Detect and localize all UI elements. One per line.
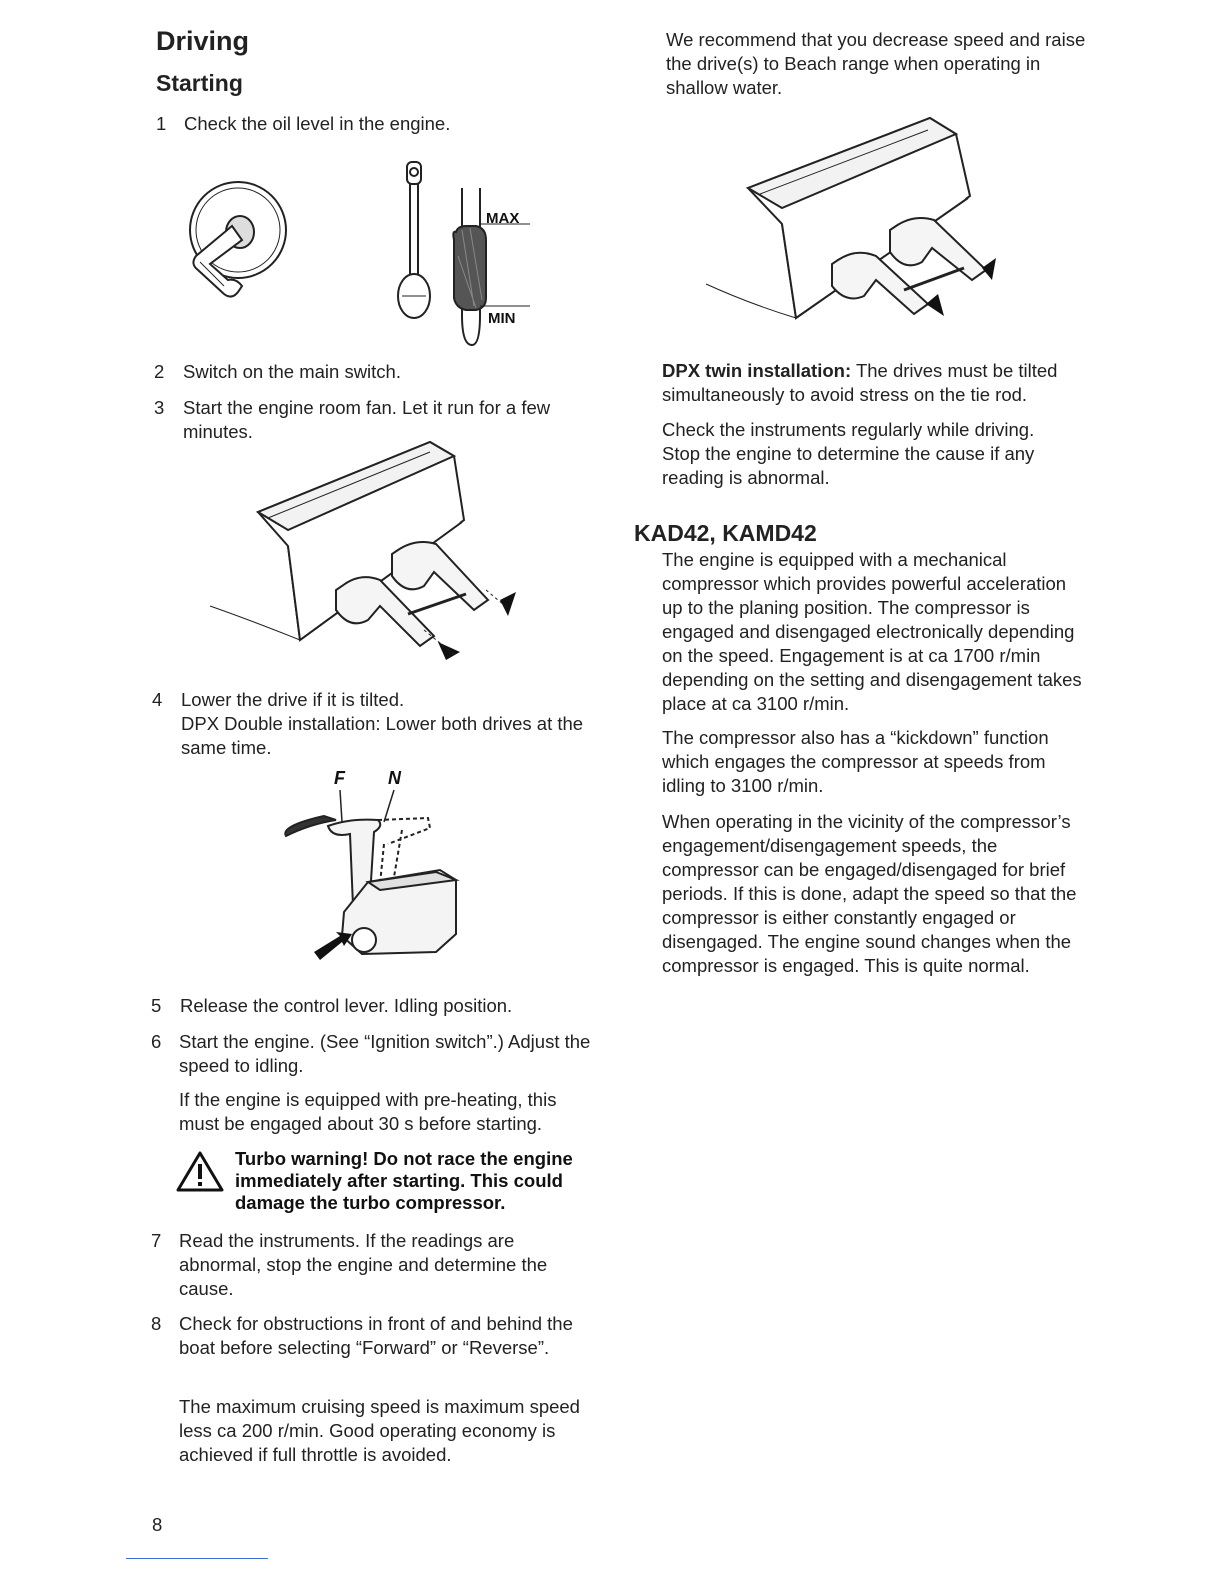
kad-paragraph-2: The compressor also has a “kickdown” function which engages the compressor at speeds from idling to 3100 r/min. (662, 727, 1049, 796)
footer-rule (126, 1558, 268, 1559)
section-title-starting: Starting (156, 70, 243, 96)
step-text: Check the oil level in the engine. (184, 113, 451, 134)
step-number: 6 (151, 1031, 162, 1052)
turbo-warning: Turbo warning! Do not race the engine immediately after starting. This could damage the turbo compressor. (235, 1148, 573, 1213)
control-lever-illustration (280, 764, 480, 974)
shallow-water-text: We recommend that you decrease speed and raise the drive(s) to Beach range when operating in shallow water. (666, 29, 1086, 98)
arrow-icon (314, 932, 352, 960)
dpx-twin-text (662, 359, 1087, 407)
page-number: 8 (152, 1514, 163, 1535)
dpx-twin-label: DPX twin installation: (662, 360, 852, 381)
step-extra: DPX Double installation: Lower both drives at the same time. (181, 713, 584, 758)
step-text: Lower the drive if it is tilted. (181, 689, 405, 710)
step-note: The maximum cruising speed is maximum speed less ca 200 r/min. Good operating economy is achieved if full throttle is avoided. (179, 1396, 580, 1465)
step-text: Start the engine room fan. Let it run for a few minutes. (183, 397, 551, 442)
step-number: 5 (151, 995, 162, 1016)
step-text: Check for obstructions in front of and behind the boat before selecting “Forward” or “Reverse”. (179, 1313, 573, 1358)
step-number: 3 (154, 397, 165, 418)
kad-paragraph-3: When operating in the vicinity of the compressor’s engagement/disengagement speeds, the compressor can be engaged/disengaged for brief periods. If this is done, adapt the speed so that the compressor is either constantly engaged or disengaged. The engine sound changes when the compressor is engaged. This is quite normal. (662, 811, 1077, 976)
kad-paragraph-1: The engine is equipped with a mechanical compressor which provides powerful acceleration up to the planing position. The compressor is engaged and disengaged electronically depending on the speed. Engagement is at ca 1700 r/min depending on the setting and disengagement takes place at ca 3100 r/min. (662, 549, 1082, 714)
step-number: 1 (156, 113, 167, 134)
step-note: If the engine is equipped with pre-heating, this must be engaged about 30 s before starting. (179, 1089, 557, 1134)
step-number: 7 (151, 1230, 162, 1251)
step-text: Read the instruments. If the readings are abnormal, stop the engine and determine the cause. (179, 1230, 548, 1299)
oil-filler-cap-icon (190, 182, 286, 297)
instruments-text: Check the instruments regularly while driving. Stop the engine to determine the cause if any reading is abnormal. (662, 419, 1035, 488)
min-label: MIN (488, 310, 516, 327)
kad-heading: KAD42, KAMD42 (634, 520, 817, 546)
page-title: Driving (156, 26, 250, 56)
dpx-twin-body: The drives must be tilted simultaneously to avoid stress on the tie rod. (662, 360, 1058, 405)
drive-raise-illustration (700, 108, 1020, 348)
step-number: 2 (154, 361, 165, 382)
step-text: Release the control lever. Idling position. (180, 995, 513, 1016)
step-text: Switch on the main switch. (183, 361, 401, 382)
warning-triangle-icon (176, 1150, 226, 1194)
max-label: MAX (486, 210, 520, 227)
step-number: 4 (152, 689, 163, 710)
oil-dipstick-illustration (180, 160, 560, 350)
step-number: 8 (151, 1313, 162, 1334)
drive-lower-illustration (210, 430, 530, 670)
neutral-label: N (388, 768, 401, 788)
step-text: Start the engine. (See “Ignition switch”.) Adjust the speed to idling. (179, 1031, 591, 1076)
forward-label: F (334, 768, 345, 788)
